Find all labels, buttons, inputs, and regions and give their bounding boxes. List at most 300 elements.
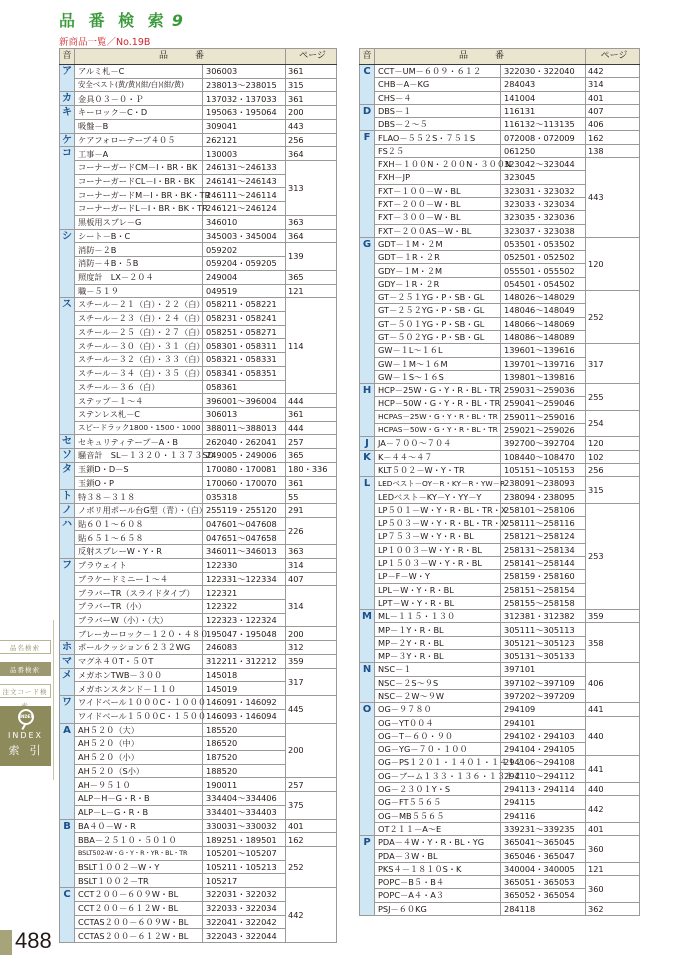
kana-index-cell: C [360,65,375,105]
product-code-cell: 323037・323038 [501,224,586,237]
page-ref-cell: 252 [586,291,640,344]
table-row [360,783,640,796]
kana-index-cell: ア [60,65,75,92]
page-ref-cell: 313 [286,161,337,216]
kana-index-cell: マ [60,654,75,668]
table-row [360,65,640,78]
product-code-cell: 249005・249006 [203,449,286,463]
product-code-cell: 105217 [203,874,286,888]
product-code-cell: 035318 [203,490,286,504]
kana-index-cell: C [60,888,75,943]
table-row [60,106,337,120]
page-ref-cell: 139 [286,243,337,270]
product-name-cell: CHS－４ [375,91,501,104]
product-name-cell: ノボリ用ポール台G型（青）・（白） [75,504,203,518]
page-ref-cell: 440 [586,716,640,756]
product-name-cell: 黒板用スプレ－G [75,215,203,229]
header-page: ページ [286,49,337,65]
table-row [360,902,640,915]
page-ref-cell: 358 [586,623,640,663]
page-ref-cell: 200 [286,723,337,778]
product-code-cell: 061250 [501,144,586,157]
product-code-cell: 258151～258154 [501,583,586,596]
product-name-cell: AH－９５１０ [75,778,203,792]
page-ref-cell: 312 [286,641,337,655]
product-code-cell: 323033・323034 [501,197,586,210]
product-name-cell: LP－F－W・Y [375,570,501,583]
table-row [60,407,337,421]
kana-index-cell: ホ [60,641,75,655]
product-name-cell: BA４０－W・R [75,819,203,833]
product-code-cell: 122323・122324 [203,613,286,627]
kana-index-cell: ハ [60,517,75,558]
product-name-cell: 貼６０１～６０８ [75,517,203,531]
kana-index-cell: メ [60,668,75,695]
product-name-cell: プラバーTR（スライドタイプ） [75,586,203,600]
page-ref-cell: 253 [586,503,640,609]
product-code-cell: 365052・365054 [501,889,586,902]
table-row [360,796,640,809]
sidebar-button-number-search[interactable]: 品番検索 [0,662,51,676]
page-ref-cell: 121 [286,284,337,298]
page-subtitle: 新商品一覧／No.19B [59,37,151,48]
table-row [360,410,640,423]
product-name-cell: NSC－２S～９S [375,676,501,689]
product-code-cell: 323035・323036 [501,211,586,224]
product-code-cell: 262040・262041 [203,435,286,449]
product-code-cell: 146093・146094 [203,709,286,723]
page-ref-cell: 120 [586,237,640,290]
kana-index-cell: ワ [60,696,75,723]
index-label: INDEX [7,731,44,740]
product-name-cell: メガホンTWB－３００ [75,668,203,682]
kana-index-cell: P [360,836,375,916]
page-ref-cell: 359 [286,654,337,668]
product-code-cell: 052501・052502 [501,251,586,264]
table-row [60,284,337,298]
kana-index-cell: N [360,663,375,703]
product-name-cell: ブレーカーロック－１２０・４８０ [75,627,203,641]
table-row [60,558,337,572]
page-ref-cell: 363 [286,545,337,559]
product-name-cell: 金具０３－０・Ｐ [75,92,203,106]
page-ref-cell: 407 [586,104,640,117]
product-name-cell: 消防－４B・５B [75,257,203,271]
kana-index-cell: M [360,610,375,663]
product-name-cell: OG－MB５５６５ [375,809,501,822]
product-code-cell: 148026～148029 [501,291,586,304]
product-name-cell: OG－YT００４ [375,716,501,729]
product-name-cell: 工事－A [75,147,203,161]
product-code-cell: 047601～047608 [203,517,286,531]
table-row [360,237,640,250]
product-code-cell: 259041～259046 [501,397,586,410]
product-code-cell: 047651～047658 [203,531,286,545]
product-code-cell: 186520 [203,737,286,751]
product-name-cell: GW－１S～１６S [375,370,501,383]
page-ref-cell: 443 [586,158,640,238]
kana-index-cell: カ [60,92,75,106]
table-row [360,623,640,636]
product-name-cell: AH５２０（S小） [75,764,203,778]
product-code-cell: 190011 [203,778,286,792]
product-name-cell: コーナーガードL－Ⅰ・BR・BK・TR [75,202,203,216]
product-code-cell: 108440～108470 [501,450,586,463]
page-ref-cell: 314 [586,78,640,91]
product-code-cell: 238091～238093 [501,477,586,490]
page-ref-cell: 102 [586,450,640,463]
product-code-cell: 294106～294108 [501,756,586,769]
product-code-cell: 139701～139716 [501,357,586,370]
product-code-cell: 294102・294103 [501,729,586,742]
product-code-cell: 258141～258144 [501,556,586,569]
page-ref-cell: 441 [586,756,640,783]
page-ref-cell: 255 [586,384,640,411]
product-name-cell: 安全ベスト(黄/黄)(紺/白)(紺/黄) [75,78,203,92]
product-name-cell: シート－B・C [75,229,203,243]
page-ref-cell: 256 [586,463,640,476]
table-row [60,147,337,161]
product-name-cell: CCT２００－６０９W・BL [75,888,203,902]
table-row [360,118,640,131]
table-row [360,291,640,304]
product-code-cell: 058321・058331 [203,353,286,367]
page-ref-cell: 440 [586,783,640,796]
product-name-cell: ワイドベール１５００C・１５００ [75,709,203,723]
page-ref-cell: 315 [586,477,640,504]
product-code-cell: 259021～259026 [501,424,586,437]
kana-index-cell: A [60,723,75,819]
product-code-cell: 148066～148069 [501,317,586,330]
table-row [60,888,337,902]
product-name-cell: スチール－３４（白）・３５（白） [75,366,203,380]
kana-index-cell: ソ [60,449,75,463]
product-code-cell: 139801～139816 [501,370,586,383]
page-ref-cell: 442 [586,65,640,78]
product-code-cell: 122331～122334 [203,572,286,586]
sidebar-button-order-code-search[interactable]: 注文コード検 [0,684,51,698]
product-name-cell: GW－１M～１６M [375,357,501,370]
index-icon-text: INDEX [19,714,34,719]
product-name-cell: ポールクッション６２３２WG [75,641,203,655]
product-code-cell: 255119・255120 [203,504,286,518]
product-code-cell: 284118 [501,902,586,915]
kana-index-cell: J [360,437,375,450]
page-ref-cell: 257 [286,778,337,792]
product-name-cell: 消防－２B [75,243,203,257]
page-ref-cell: 407 [286,572,337,586]
product-name-cell: LP１５０３－W・Y・R・BL [375,556,501,569]
kana-index-cell: K [360,450,375,477]
page-ref-cell: 365 [286,270,337,284]
product-code-cell: 145019 [203,682,286,696]
product-name-cell: POPC－A４・A３ [375,889,501,902]
product-name-cell: OG－ブーム１３３・１３６・１３１２ [375,769,501,782]
product-code-cell: 262121 [203,133,286,147]
kana-index-cell: B [60,819,75,888]
product-code-cell: 058361 [203,380,286,394]
product-code-cell: 306003 [203,65,286,79]
product-name-cell: MP－２Y・R・BL [375,636,501,649]
product-code-cell: 397102～397109 [501,676,586,689]
page-ref-cell: 114 [286,298,337,394]
product-name-cell: POPC－B５・B４ [375,876,501,889]
product-code-cell: 122330 [203,558,286,572]
product-code-cell: 346011～346013 [203,545,286,559]
product-name-cell: キーロック－C・D [75,106,203,120]
product-code-cell: 246111～246114 [203,188,286,202]
product-name-cell: ALP－L－G・R・B [75,805,203,819]
table-row [360,344,640,357]
product-code-cell: 049519 [203,284,286,298]
product-code-cell: 055501・055502 [501,264,586,277]
magnifier-index-icon [18,709,34,725]
product-code-cell: 392700～392704 [501,437,586,450]
page-ref-cell: 360 [586,876,640,903]
table-row [360,131,640,144]
page-ref-cell: 406 [586,118,640,131]
page-number: 488 [15,928,52,953]
product-code-cell: 330031～330032 [203,819,286,833]
product-code-cell: 339231～339235 [501,822,586,835]
product-code-cell: 058211・058221 [203,298,286,312]
product-name-cell: ML－１１５・１３０ [375,610,501,623]
table-row [60,78,337,92]
product-code-cell: 397101 [501,663,586,676]
product-code-cell: 072008・072009 [501,131,586,144]
product-name-cell: LEDベスト－KY－Y・YY－Y [375,490,501,503]
product-name-cell: ステンレス札－C [75,407,203,421]
product-code-cell: 053501・053502 [501,237,586,250]
product-code-cell: 059202 [203,243,286,257]
product-name-cell: AH５２０（大） [75,723,203,737]
header-page: ページ [586,49,640,65]
product-name-cell: アルミ札－C [75,65,203,79]
product-name-cell: CHB－A－KG [375,78,501,91]
table-row [60,490,337,504]
product-code-cell: 146091・146092 [203,696,286,710]
sidebar-button-name-search[interactable]: 品名検索 [0,640,51,654]
product-name-cell: OG－FT５５６５ [375,796,501,809]
product-name-cell: HCPAS－25W・G・Y・R・BL・TR [375,410,501,423]
product-code-cell: 294115 [501,796,586,809]
product-code-cell: 058251・058271 [203,325,286,339]
page-ref-cell: 444 [286,394,337,408]
product-name-cell: コーナーガードCM－Ⅰ・BR・BK [75,161,203,175]
product-name-cell: FS２５ [375,144,501,157]
header-hinban: 品 番 [75,49,286,65]
product-name-cell: 吸盤－B [75,119,203,133]
kana-index-cell: タ [60,462,75,489]
product-name-cell: スチール－３６（白） [75,380,203,394]
product-code-cell: 294104・294105 [501,743,586,756]
product-code-cell: 312211・312212 [203,654,286,668]
product-code-cell: 365051・365053 [501,876,586,889]
table-row [60,133,337,147]
table-row [360,437,640,450]
product-name-cell: コーナーガードCL－Ⅰ・BR・BK [75,174,203,188]
table-row [360,836,640,849]
product-name-cell: LP７５３－W・Y・R・BL [375,530,501,543]
table-row [60,586,337,600]
page-ref-cell: 55 [286,490,337,504]
product-name-cell: GT－２５２YG・P・SB・GL [375,304,501,317]
table-row [360,384,640,397]
table-row [60,819,337,833]
kana-index-cell: キ [60,106,75,133]
kana-index-cell: ケ [60,133,75,147]
kana-index-cell: D [360,104,375,131]
product-code-cell: 305131～305133 [501,650,586,663]
page-ref-cell: 138 [586,144,640,157]
page-ref-cell: 317 [586,344,640,384]
product-name-cell: GDT－１M・２M [375,237,501,250]
product-name-cell: BSLT１００２－TR [75,874,203,888]
table-row [60,119,337,133]
product-name-cell: LP５０３－W・Y・R・BL・TR・X [375,517,501,530]
product-name-cell: BBA－２５１０・５０１０ [75,833,203,847]
table-row [360,756,640,769]
product-code-cell: 258111～258116 [501,517,586,530]
product-code-cell: 396001～396004 [203,394,286,408]
page-ref-cell: 315 [286,78,337,92]
product-name-cell: CCT２００－６１２W・BL [75,901,203,915]
page-ref-cell: 361 [286,476,337,490]
product-name-cell: ALP－H－G・R・B [75,792,203,806]
product-number-table-right [359,48,640,916]
page-ref-cell: 401 [586,91,640,104]
product-name-cell: FXT－１００－W・BL [375,184,501,197]
product-name-cell: AH５２０（中） [75,737,203,751]
table-row [60,846,337,860]
product-name-cell: PSJ－６０KG [375,902,501,915]
page-ref-cell: 362 [586,902,640,915]
page-ref-cell: 361 [286,92,337,106]
product-code-cell: 258155～258158 [501,596,586,609]
product-name-cell: OG－T－６０・９０ [375,729,501,742]
table-row [60,545,337,559]
page-ref-cell: 162 [286,833,337,847]
product-name-cell: GT－５０２YG・P・SB・GL [375,330,501,343]
product-code-cell: 116132～113135 [501,118,586,131]
product-name-cell: HCPAS－50W・G・Y・R・BL・TR [375,424,501,437]
product-code-cell: 397202～397209 [501,689,586,702]
page-ref-cell: 361 [286,65,337,79]
product-code-cell: 294109 [501,703,586,716]
product-name-cell: LPT－W・Y・R・BL [375,596,501,609]
page-ref-cell: 121 [586,862,640,875]
page-ref-cell: 442 [586,796,640,823]
product-name-cell: GDY－１R・２R [375,277,501,290]
product-name-cell: LP１００３－W・Y・R・BL [375,543,501,556]
kana-index-cell: セ [60,435,75,449]
product-code-cell: 284043 [501,78,586,91]
page-ref-cell: 252 [286,846,337,887]
product-name-cell: プラバーTR（小） [75,600,203,614]
product-code-cell: 312381・312382 [501,610,586,623]
page-ref-cell: 365 [286,449,337,463]
product-code-cell: 148086～148089 [501,330,586,343]
table-row [360,104,640,117]
product-code-cell: 130003 [203,147,286,161]
product-code-cell: 258101～258106 [501,503,586,516]
table-row [360,477,640,490]
table-row [360,144,640,157]
product-name-cell: GT－５０１YG・P・SB・GL [375,317,501,330]
title-text: 品 番 検 索 [59,11,168,30]
page-ref-cell: 254 [586,410,640,437]
index-label-jp: 索引 [8,744,51,757]
product-code-cell: 294113・294114 [501,783,586,796]
product-name-cell: 騒音計 SL－１３２０・１３７３SD [75,449,203,463]
table-row [60,572,337,586]
kana-index-cell: O [360,703,375,836]
page-ref-cell: 120 [586,437,640,450]
product-name-cell: GDY－１M・２M [375,264,501,277]
page-ref-cell: 359 [586,610,640,623]
table-row [360,463,640,476]
product-code-cell: 340004・340005 [501,862,586,875]
product-code-cell: 246131～246133 [203,161,286,175]
product-name-cell: JA－７００～７０４ [375,437,501,450]
product-name-cell: OG－９７８０ [375,703,501,716]
page-ref-cell: 314 [286,558,337,572]
sidebar-divider [53,620,54,780]
table-row [60,778,337,792]
product-name-cell: 職－５１９ [75,284,203,298]
product-name-cell: メガホンスタンド－１１０ [75,682,203,696]
table-row [60,394,337,408]
product-name-cell: スチール－３２（白）・３３（白） [75,353,203,367]
page-ref-cell: 180・336 [286,462,337,476]
product-name-cell: AH５２０（小） [75,750,203,764]
table-row [60,696,337,710]
table-row [60,504,337,518]
product-name-cell: MP－３Y・R・BL [375,650,501,663]
product-code-cell: 058341・058351 [203,366,286,380]
table-row [60,65,337,79]
kana-index-cell: ト [60,490,75,504]
table-row [360,822,640,835]
product-name-cell: DBS－１ [375,104,501,117]
sidebar-index-button[interactable] [0,706,51,766]
product-code-cell: 258159・258160 [501,570,586,583]
page-ref-cell: 317 [286,668,337,695]
table-row [360,91,640,104]
product-name-cell: プラバーW（小）・（大） [75,613,203,627]
page-ref-cell: 441 [586,703,640,716]
page-ref-cell: 314 [286,586,337,627]
product-code-cell: 259011～259016 [501,410,586,423]
product-code-cell: 323045 [501,171,586,184]
product-code-cell: 148046～148049 [501,304,586,317]
kana-index-cell: L [360,477,375,610]
product-name-cell: プラケードミニー１～４ [75,572,203,586]
product-name-cell: GDT－１R・２R [375,251,501,264]
product-number-table-left [59,48,337,943]
product-name-cell: セキュリティテープ－A・B [75,435,203,449]
product-code-cell: 238094・238095 [501,490,586,503]
product-name-cell: 照度計 LX－２０４ [75,270,203,284]
product-name-cell: KLT５０２－W・Y・TR [375,463,501,476]
product-code-cell: 309041 [203,119,286,133]
product-code-cell: 259031～259036 [501,384,586,397]
product-code-cell: 246121～246124 [203,202,286,216]
product-name-cell: スチール－２３（白）・２４（白） [75,311,203,325]
page-ref-cell: 443 [286,119,337,133]
table-row [60,92,337,106]
product-name-cell: GT－２５１YG・P・SB・GL [375,291,501,304]
